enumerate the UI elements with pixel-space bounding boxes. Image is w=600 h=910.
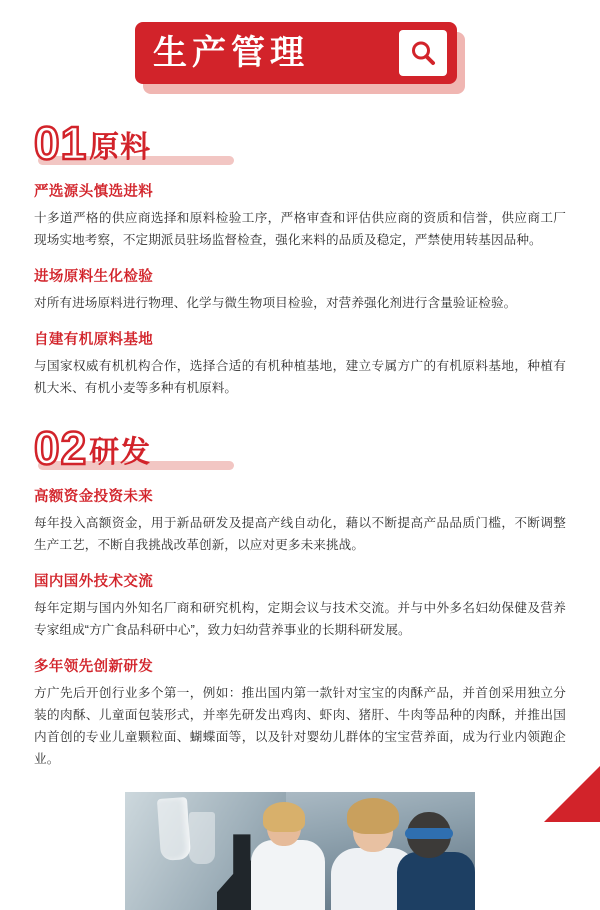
flask-icon [157, 797, 191, 861]
photo-person [397, 808, 475, 910]
section-header-02 [34, 422, 600, 475]
content-block [34, 265, 566, 314]
beaker-icon [189, 812, 215, 864]
block-body: 方广先后开创行业多个第一，例如：推出国内第一款针对宝宝的肉酥产品，并首创采用独立分装的肉酥、儿童面包装形式，并率先研发出鸡肉、虾肉、猪肝、牛肉等品种的肉酥，并推出国内首创的专业儿童颗粒面、蝴蝶面等，以及针对婴幼儿群体的宝宝营养面，成为行业内领跑企业。 [34, 686, 566, 767]
section-header-01 [34, 117, 600, 170]
block-title: 自建有机原料基地 [34, 332, 154, 349]
content-block [34, 180, 566, 251]
content-block [34, 328, 566, 399]
page-root [0, 22, 600, 822]
section-number: 02 [34, 422, 88, 475]
content-block [34, 570, 566, 641]
block-body: 十多道严格的供应商选择和原料检验工序，严格审查和评估供应商的资质和信誉，供应商工厂现场实地考察，不定期派员驻场监督检查，强化来料的品质及稳定，严禁使用转基因品种。 [34, 211, 566, 248]
block-title: 严选源头慎选进料 [34, 184, 154, 200]
laboratory-research-photo [125, 792, 475, 910]
block-title: 多年领先创新研发 [34, 659, 154, 676]
block-body: 每年投入高额资金，用于新品研发及提高产线自动化，藉以不断提高产品品质门槛，不断调整生产工艺，不断自我挑战改革创新，以应对更多未来挑战。 [34, 516, 566, 553]
corner-accent [544, 766, 600, 822]
search-icon [399, 30, 447, 76]
page-header [135, 22, 465, 94]
photo-person [251, 806, 325, 910]
block-body: 与国家权威有机机构合作，选择合适的有机种植基地，建立专属方广的有机原料基地，种植有机大米、有机小麦等多种有机原料。 [34, 359, 566, 396]
block-body: 对所有进场原料进行物理、化学与微生物项目检验，对营养强化剂进行含量验证检验。 [34, 296, 517, 311]
block-title: 进场原料生化检验 [34, 269, 154, 286]
section-title: 研发 [89, 436, 152, 470]
content-block [34, 655, 566, 770]
page-title: 生产管理 [153, 34, 309, 72]
section-number: 01 [34, 117, 88, 170]
content-block [34, 485, 566, 556]
section-title: 原料 [89, 131, 152, 164]
block-title: 高额资金投资未来 [34, 489, 154, 506]
block-body: 每年定期与国内外知名厂商和研究机构，定期会议与技术交流。并与中外多名妇幼保健及营养专家组成“方广食品科研中心”，致力妇幼营养事业的长期科研发展。 [34, 601, 566, 638]
banner [135, 22, 457, 84]
block-title: 国内国外技术交流 [34, 574, 154, 591]
